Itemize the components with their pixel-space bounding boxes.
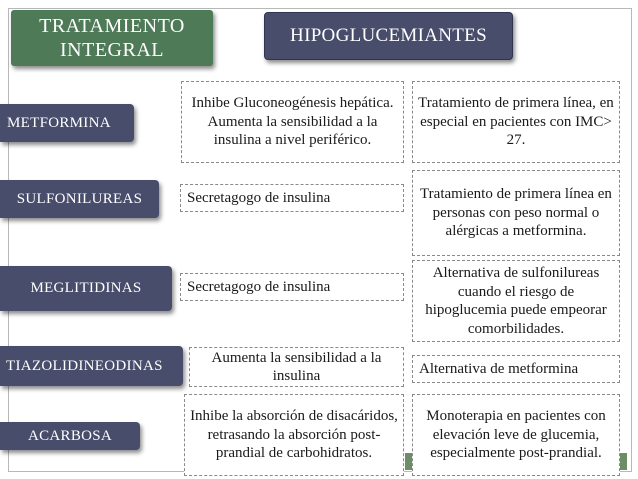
mechanism-cell-sulfonilureas: Secretagogo de insulina <box>180 184 404 212</box>
mechanism-cell-acarbosa: Inhibe la absorción de disacáridos, retrasando la absorción post-prandial de carbohidratos. <box>184 394 404 476</box>
drug-label-meglitidinas: MEGLITIDINAS <box>0 266 172 311</box>
drug-label-acarbosa: ACARBOSA <box>0 422 140 450</box>
slide-title <box>11 10 213 66</box>
mechanism-cell-tiazolidineodinas: Aumenta la sensibilidad a la insulina <box>189 347 404 387</box>
column-header-hipoglucemiantes <box>264 12 513 60</box>
indication-cell-meglitidinas: Alternativa de sulfonilureas cuando el riesgo de hipoglucemia puede empeorar comorbilidades. <box>412 260 620 342</box>
indication-cell-metformina: Tratamiento de primera línea, en especial en pacientes con IMC> 27. <box>412 81 620 163</box>
slide-title-label: TRATAMIENTO INTEGRAL <box>39 15 185 61</box>
indication-cell-tiazolidineodinas: Alternativa de metformina <box>412 355 620 383</box>
drug-label-tiazolidineodinas: TIAZOLIDINEODINAS <box>0 346 183 386</box>
column-header-label: HIPOGLUCEMIANTES <box>290 25 487 46</box>
mechanism-cell-meglitidinas: Secretagogo de insulina <box>180 273 404 301</box>
mechanism-cell-metformina: Inhibe Gluconeogénesis hepática. Aumenta la sensibilidad a la insulina a nivel periférico. <box>181 81 404 163</box>
drug-label-sulfonilureas: SULFONILUREAS <box>0 180 159 218</box>
drug-label-metformina: METFORMINA <box>0 104 134 142</box>
indication-cell-acarbosa: Monoterapia en pacientes con elevación leve de glucemia, especialmente post-prandial. <box>412 394 620 476</box>
indication-cell-sulfonilureas: Tratamiento de primera línea en personas con peso normal o alérgicas a metformina. <box>412 170 620 256</box>
